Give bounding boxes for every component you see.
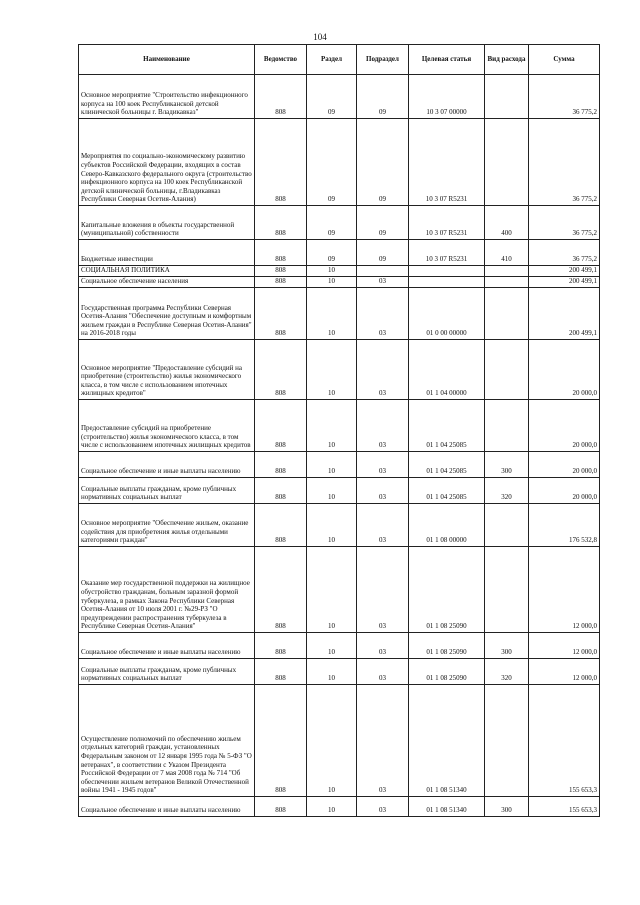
cell-section: 10	[307, 452, 357, 478]
cell-subsection	[357, 266, 409, 277]
cell-section: 10	[307, 400, 357, 452]
cell-kind: 300	[485, 452, 529, 478]
cell-sum: 20 000,0	[529, 452, 600, 478]
cell-dept: 808	[255, 277, 307, 288]
cell-section: 09	[307, 240, 357, 266]
cell-name: Мероприятия по социально-экономическому развитию субъектов Российской Федерации, входящих в состав Северо-Кавказского федерального округа (строительство инфекционного корпуса на 100 коек Республиканской детской клинической больницы, г.Владикавказ Республики Северная Осетия-Алания)	[79, 119, 255, 206]
cell-name: Социальное обеспечение населения	[79, 277, 255, 288]
header-subsection: Подраздел	[357, 45, 409, 75]
cell-dept: 808	[255, 288, 307, 340]
cell-name: Государственная программа Республики Северная Осетия-Алания "Обеспечение доступным и комфортным жильем граждан в Республике Северная Осетия-Алания" на 2016-2018 годы	[79, 288, 255, 340]
cell-target	[409, 266, 485, 277]
cell-kind: 300	[485, 797, 529, 817]
table-row	[79, 633, 600, 659]
cell-target: 01 1 08 00000	[409, 504, 485, 547]
cell-sum: 200 499,1	[529, 277, 600, 288]
cell-name: Основное мероприятие "Обеспечение жильем, оказание содействия для приобретения жилья отдельными категориями граждан"	[79, 504, 255, 547]
header-name: Наименование	[79, 45, 255, 75]
cell-name: Социальное обеспечение и иные выплаты населению	[79, 452, 255, 478]
cell-dept: 808	[255, 119, 307, 206]
cell-name: Основное мероприятие "Строительство инфекционного корпуса на 100 коек Республиканской детской клинической больницы г. Владикавказ"	[79, 75, 255, 119]
cell-kind	[485, 400, 529, 452]
page-number: 104	[313, 32, 327, 42]
table-row	[79, 266, 600, 277]
cell-name: Оказание мер государственной поддержки на жилищное обустройство гражданам, больным заразной формой туберкулеза, в рамках Закона Республики Северная Осетия-Алания от 10 июля 2001 г. №29-РЗ "О предупреждении распространения туберкулеза в Республике Северная Осетия-Алания"	[79, 547, 255, 633]
cell-sum: 155 653,3	[529, 797, 600, 817]
cell-kind: 320	[485, 478, 529, 504]
cell-target: 01 1 04 25085	[409, 478, 485, 504]
cell-sum: 36 775,2	[529, 206, 600, 240]
cell-name: СОЦИАЛЬНАЯ ПОЛИТИКА	[79, 266, 255, 277]
cell-sum: 36 775,2	[529, 75, 600, 119]
cell-sum: 36 775,2	[529, 119, 600, 206]
cell-dept: 808	[255, 685, 307, 797]
cell-dept: 808	[255, 633, 307, 659]
cell-dept: 808	[255, 547, 307, 633]
cell-section: 10	[307, 685, 357, 797]
cell-target: 01 1 08 25090	[409, 633, 485, 659]
cell-kind	[485, 685, 529, 797]
cell-dept: 808	[255, 797, 307, 817]
cell-section: 10	[307, 659, 357, 685]
cell-target: 01 1 04 25085	[409, 400, 485, 452]
cell-target: 01 1 04 25085	[409, 452, 485, 478]
cell-name: Капитальные вложения в объекты государственной (муниципальной) собственности	[79, 206, 255, 240]
header-row	[79, 45, 600, 75]
cell-subsection: 03	[357, 277, 409, 288]
cell-section: 10	[307, 266, 357, 277]
cell-target: 01 1 04 00000	[409, 340, 485, 400]
table-row	[79, 75, 600, 119]
header-target-article: Целевая статья	[409, 45, 485, 75]
header-sum: Сумма	[529, 45, 600, 75]
cell-dept: 808	[255, 452, 307, 478]
cell-section: 10	[307, 504, 357, 547]
table-row	[79, 478, 600, 504]
cell-subsection: 03	[357, 400, 409, 452]
cell-section: 10	[307, 277, 357, 288]
cell-kind: 400	[485, 206, 529, 240]
cell-dept: 808	[255, 400, 307, 452]
cell-subsection: 03	[357, 659, 409, 685]
table-row	[79, 659, 600, 685]
cell-kind	[485, 266, 529, 277]
cell-dept: 808	[255, 478, 307, 504]
cell-subsection: 03	[357, 478, 409, 504]
header-expense-type: Вид расхода	[485, 45, 529, 75]
cell-target: 10 3 07 R5231	[409, 119, 485, 206]
table-row	[79, 452, 600, 478]
cell-kind	[485, 340, 529, 400]
cell-name: Социальное обеспечение и иные выплаты населению	[79, 797, 255, 817]
cell-sum: 200 499,1	[529, 266, 600, 277]
table-row	[79, 119, 600, 206]
cell-kind	[485, 277, 529, 288]
cell-subsection: 03	[357, 797, 409, 817]
cell-name: Социальные выплаты гражданам, кроме публичных нормативных социальных выплат	[79, 659, 255, 685]
table-row	[79, 340, 600, 400]
cell-kind	[485, 504, 529, 547]
cell-kind	[485, 75, 529, 119]
cell-subsection: 03	[357, 452, 409, 478]
cell-dept: 808	[255, 206, 307, 240]
cell-subsection: 03	[357, 633, 409, 659]
table-row	[79, 206, 600, 240]
cell-target: 01 1 08 51340	[409, 685, 485, 797]
cell-kind: 300	[485, 633, 529, 659]
cell-sum: 176 532,8	[529, 504, 600, 547]
table-row	[79, 277, 600, 288]
cell-target: 10 3 07 00000	[409, 75, 485, 119]
cell-subsection: 09	[357, 206, 409, 240]
table-row	[79, 400, 600, 452]
cell-sum: 12 000,0	[529, 659, 600, 685]
table-row	[79, 240, 600, 266]
cell-subsection: 09	[357, 240, 409, 266]
table-row	[79, 797, 600, 817]
cell-name: Предоставление субсидий на приобретение (строительство) жилья экономического класса, в том числе с использованием ипотечных жилищных кредитов	[79, 400, 255, 452]
cell-sum: 200 499,1	[529, 288, 600, 340]
cell-sum: 20 000,0	[529, 478, 600, 504]
header-department: Ведомство	[255, 45, 307, 75]
cell-section: 09	[307, 206, 357, 240]
cell-name: Социальное обеспечение и иные выплаты населению	[79, 633, 255, 659]
cell-name: Осуществление полномочий по обеспечению жильем отдельных категорий граждан, установленных Федеральным законом от 12 января 1995 года № 5-ФЗ "О ветеранах", в соответствии с Указом Президента Российской Федерации от 7 мая 2008 года № 714 "Об обеспечении жильем ветеранов Великой Отечественной войны 1941 - 1945 годов"	[79, 685, 255, 797]
cell-subsection: 03	[357, 547, 409, 633]
cell-dept: 808	[255, 340, 307, 400]
cell-section: 10	[307, 633, 357, 659]
cell-name: Основное мероприятие "Предоставление субсидий на приобретение (строительство) жилья экономического класса, в том числе с использованием ипотечных жилищных кредитов"	[79, 340, 255, 400]
cell-dept: 808	[255, 240, 307, 266]
cell-target: 01 1 08 25090	[409, 547, 485, 633]
cell-target: 01 1 08 25090	[409, 659, 485, 685]
cell-section: 10	[307, 478, 357, 504]
cell-subsection: 03	[357, 340, 409, 400]
cell-target: 01 0 00 00000	[409, 288, 485, 340]
cell-kind	[485, 119, 529, 206]
cell-section: 10	[307, 547, 357, 633]
cell-name: Социальные выплаты гражданам, кроме публичных нормативных социальных выплат	[79, 478, 255, 504]
cell-sum: 155 653,3	[529, 685, 600, 797]
cell-kind	[485, 547, 529, 633]
cell-kind: 320	[485, 659, 529, 685]
cell-dept: 808	[255, 659, 307, 685]
table-row	[79, 547, 600, 633]
cell-dept: 808	[255, 266, 307, 277]
cell-section: 09	[307, 75, 357, 119]
cell-sum: 20 000,0	[529, 400, 600, 452]
cell-subsection: 03	[357, 504, 409, 547]
table-row	[79, 288, 600, 340]
cell-section: 10	[307, 340, 357, 400]
cell-section: 10	[307, 288, 357, 340]
cell-sum: 12 000,0	[529, 633, 600, 659]
table-row	[79, 685, 600, 797]
cell-sum: 36 775,2	[529, 240, 600, 266]
cell-target: 10 3 07 R5231	[409, 206, 485, 240]
cell-dept: 808	[255, 504, 307, 547]
cell-section: 10	[307, 797, 357, 817]
cell-subsection: 09	[357, 75, 409, 119]
cell-target: 01 1 08 51340	[409, 797, 485, 817]
table-row	[79, 504, 600, 547]
cell-name: Бюджетные инвестиции	[79, 240, 255, 266]
cell-target: 10 3 07 R5231	[409, 240, 485, 266]
cell-dept: 808	[255, 75, 307, 119]
cell-sum: 12 000,0	[529, 547, 600, 633]
budget-table	[78, 44, 600, 817]
cell-sum: 20 000,0	[529, 340, 600, 400]
cell-subsection: 03	[357, 288, 409, 340]
header-section: Раздел	[307, 45, 357, 75]
cell-target	[409, 277, 485, 288]
cell-kind	[485, 288, 529, 340]
cell-subsection: 03	[357, 685, 409, 797]
cell-subsection: 09	[357, 119, 409, 206]
cell-kind: 410	[485, 240, 529, 266]
cell-section: 09	[307, 119, 357, 206]
